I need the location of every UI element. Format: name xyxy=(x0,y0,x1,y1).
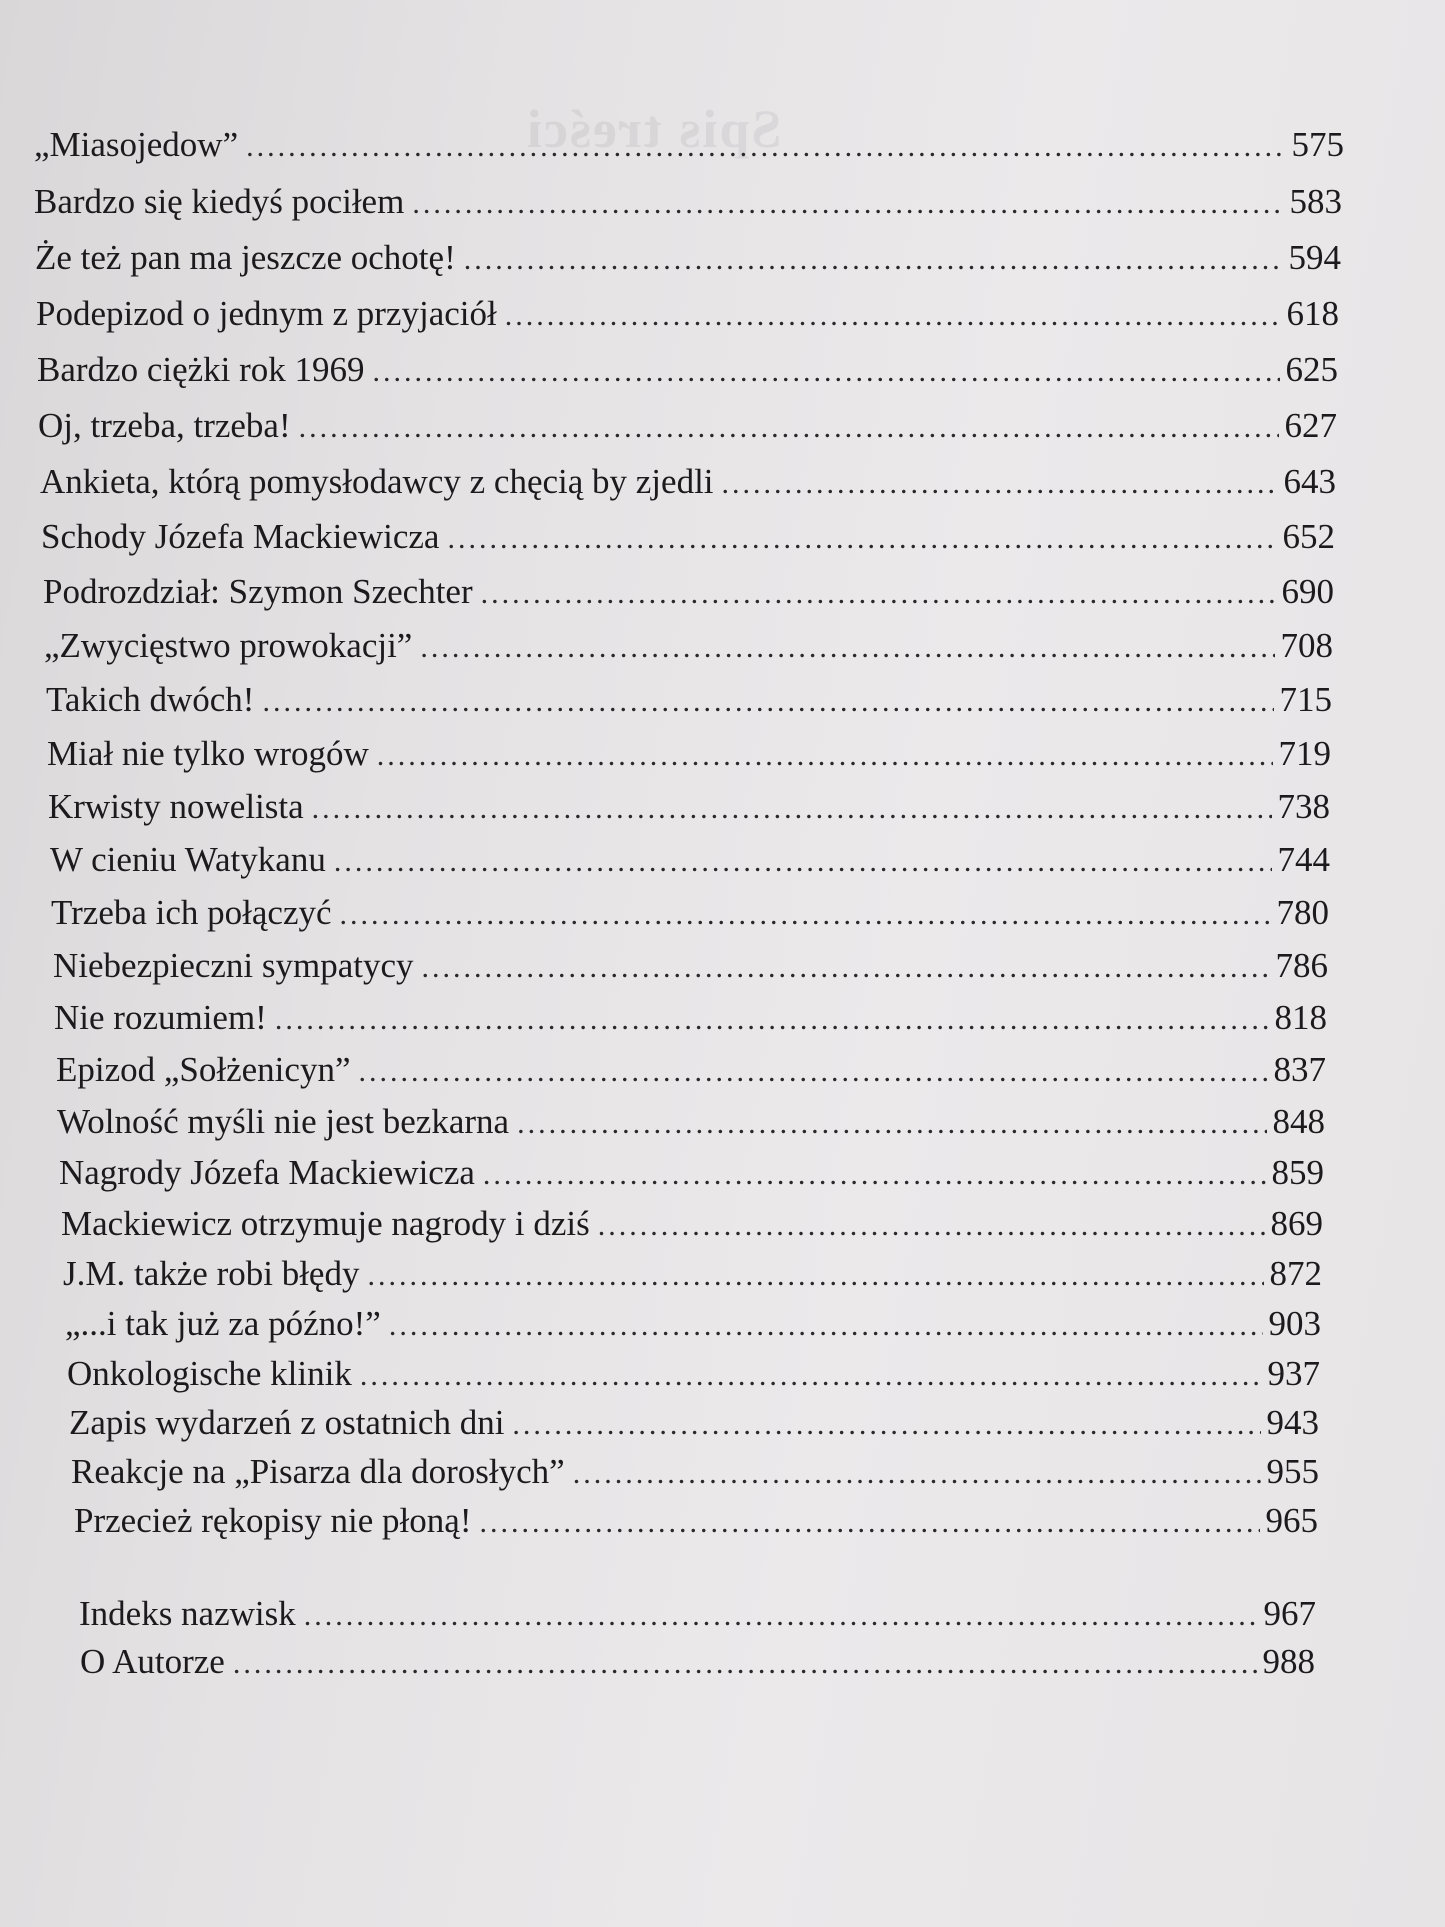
toc-entry-title: Trzeba ich połączyć xyxy=(51,893,332,932)
toc-entry-title: Reakcje na „Pisarza dla dorosłych” xyxy=(71,1452,565,1491)
toc-entry-title: Ankieta, którą pomysłodawcy z chęcią by zjedli xyxy=(40,462,714,501)
leader-dots xyxy=(312,794,1272,824)
toc-entry xyxy=(71,1454,1319,1489)
toc-entry-page: 575 xyxy=(1291,125,1344,164)
toc-entry-page: 786 xyxy=(1275,946,1328,985)
toc-entry-page: 652 xyxy=(1282,517,1335,556)
toc-entry-page: 937 xyxy=(1267,1354,1320,1393)
leader-dots xyxy=(275,1005,1269,1035)
toc-entry xyxy=(57,1104,1325,1139)
toc-entry xyxy=(44,628,1333,663)
toc-entry xyxy=(47,736,1331,771)
leader-dots xyxy=(340,900,1271,930)
toc-entry-page: 643 xyxy=(1283,462,1336,501)
toc-entry-page: 872 xyxy=(1269,1254,1322,1293)
leader-dots xyxy=(481,579,1276,609)
toc-entry xyxy=(36,296,1339,331)
toc-entry xyxy=(67,1356,1320,1391)
toc-entry-page: 744 xyxy=(1277,840,1330,879)
leader-dots xyxy=(389,1311,1263,1341)
toc-entry-title: „...i tak już za późno!” xyxy=(65,1304,381,1343)
toc-entry xyxy=(34,184,1342,219)
leader-dots xyxy=(420,633,1275,663)
toc-entry-page: 967 xyxy=(1263,1594,1316,1633)
toc-entry xyxy=(65,1306,1321,1341)
toc-entry-title: Takich dwóch! xyxy=(46,680,255,719)
toc-entry-page: 618 xyxy=(1286,294,1339,333)
toc-entry-title: J.M. także robi błędy xyxy=(63,1254,360,1293)
leader-dots xyxy=(517,1109,1267,1139)
toc-entry xyxy=(37,352,1338,387)
toc-entry-title: Onkologische klinik xyxy=(67,1354,352,1393)
toc-entry xyxy=(54,1000,1327,1035)
toc-entry-title: W cieniu Watykanu xyxy=(50,840,326,879)
toc-entry-title: Miał nie tylko wrogów xyxy=(47,734,369,773)
toc-entry-page: 715 xyxy=(1279,680,1332,719)
leader-dots xyxy=(299,413,1279,443)
toc-entry xyxy=(40,464,1336,499)
toc-entry-page: 943 xyxy=(1266,1403,1319,1442)
leader-dots xyxy=(464,245,1283,275)
toc-entry-page: 965 xyxy=(1265,1501,1318,1540)
toc-entry xyxy=(56,1052,1326,1087)
leader-dots xyxy=(479,1508,1260,1538)
toc-entry xyxy=(46,682,1332,717)
leader-dots xyxy=(373,357,1280,387)
toc-entry xyxy=(35,240,1341,275)
toc-entry-title: „Miasojedow” xyxy=(34,125,239,164)
leader-dots xyxy=(598,1211,1265,1241)
toc-entry-page: 625 xyxy=(1285,350,1338,389)
toc-entry xyxy=(41,519,1335,554)
leader-dots xyxy=(358,1057,1268,1087)
toc-entry-page: 780 xyxy=(1276,893,1329,932)
toc-entry-page: 859 xyxy=(1271,1153,1324,1192)
toc-entry-title: Zapis wydarzeń z ostatnich dni xyxy=(69,1403,505,1442)
leader-dots xyxy=(722,469,1278,499)
leader-dots xyxy=(505,301,1281,331)
leader-dots xyxy=(262,687,1274,717)
toc-entry xyxy=(74,1503,1318,1538)
toc-entry-page: 583 xyxy=(1289,182,1342,221)
toc-entry xyxy=(63,1256,1322,1291)
leader-dots xyxy=(422,953,1270,983)
leader-dots xyxy=(483,1160,1266,1190)
toc-entry-title: Nie rozumiem! xyxy=(54,998,267,1037)
leader-dots xyxy=(360,1361,1262,1391)
toc-entry-title: Schody Józefa Mackiewicza xyxy=(41,517,440,556)
toc-entry-page: 988 xyxy=(1262,1642,1315,1681)
leader-dots xyxy=(233,1649,1257,1679)
toc-entry-page: 903 xyxy=(1268,1304,1321,1343)
toc-entry xyxy=(59,1155,1324,1190)
toc-entry-title: Podrozdział: Szymon Szechter xyxy=(43,572,473,611)
toc-entry-title: Przecież rękopisy nie płoną! xyxy=(74,1501,472,1540)
leader-dots xyxy=(573,1459,1261,1489)
toc-entry xyxy=(43,574,1334,609)
toc-entry-title: Krwisty nowelista xyxy=(48,787,304,826)
toc-entry xyxy=(53,948,1328,983)
toc-entry-page: 690 xyxy=(1281,572,1334,611)
toc-entry-page: 627 xyxy=(1284,406,1337,445)
toc-entry-title: Niebezpieczni sympatycy xyxy=(53,946,414,985)
toc-entry-title: Bardzo ciężki rok 1969 xyxy=(37,350,365,389)
leader-dots xyxy=(334,847,1272,877)
toc-entry xyxy=(38,408,1337,443)
toc-entry xyxy=(48,789,1330,824)
toc-entry xyxy=(50,842,1330,877)
toc-entry-page: 719 xyxy=(1278,734,1331,773)
toc-entry-title: Wolność myśli nie jest bezkarna xyxy=(57,1102,510,1141)
leader-dots xyxy=(447,524,1277,554)
toc-entry-back-matter xyxy=(79,1596,1316,1631)
toc-entry-page: 848 xyxy=(1272,1102,1325,1141)
leader-dots xyxy=(412,189,1284,219)
toc-entry xyxy=(51,895,1329,930)
toc-entry-title: O Autorze xyxy=(80,1642,225,1681)
leader-dots xyxy=(367,1261,1264,1291)
toc-entry-title: Nagrody Józefa Mackiewicza xyxy=(59,1153,475,1192)
toc-entry-page: 818 xyxy=(1274,998,1327,1037)
toc-entry-title: Że też pan ma jeszcze ochotę! xyxy=(35,238,456,277)
toc-entry-page: 955 xyxy=(1266,1452,1319,1491)
toc-entry-title: Indeks nazwisk xyxy=(79,1594,296,1633)
toc-entry-back-matter xyxy=(80,1644,1315,1679)
toc-entry-page: 869 xyxy=(1270,1204,1323,1243)
leader-dots xyxy=(246,132,1286,162)
toc-entry-page: 738 xyxy=(1277,787,1330,826)
toc-entry-title: „Zwycięstwo prowokacji” xyxy=(44,626,413,665)
toc-entry xyxy=(34,127,1344,162)
toc-entry-page: 708 xyxy=(1280,626,1333,665)
toc-entry-page: 594 xyxy=(1288,238,1341,277)
toc-entry xyxy=(69,1405,1319,1440)
leader-dots xyxy=(304,1601,1258,1631)
toc-entry-page: 837 xyxy=(1273,1050,1326,1089)
toc-entry-title: Epizod „Sołżenicyn” xyxy=(56,1050,351,1089)
toc-entry-title: Bardzo się kiedyś pociłem xyxy=(34,182,405,221)
toc-entry-title: Oj, trzeba, trzeba! xyxy=(38,406,291,445)
toc-entry-title: Podepizod o jednym z przyjaciół xyxy=(36,294,497,333)
leader-dots xyxy=(377,741,1273,771)
toc-entry-title: Mackiewicz otrzymuje nagrody i dziś xyxy=(61,1204,590,1243)
toc-entry xyxy=(61,1206,1323,1241)
bleed-through-heading: Spis treści xyxy=(525,99,782,159)
leader-dots xyxy=(512,1410,1261,1440)
